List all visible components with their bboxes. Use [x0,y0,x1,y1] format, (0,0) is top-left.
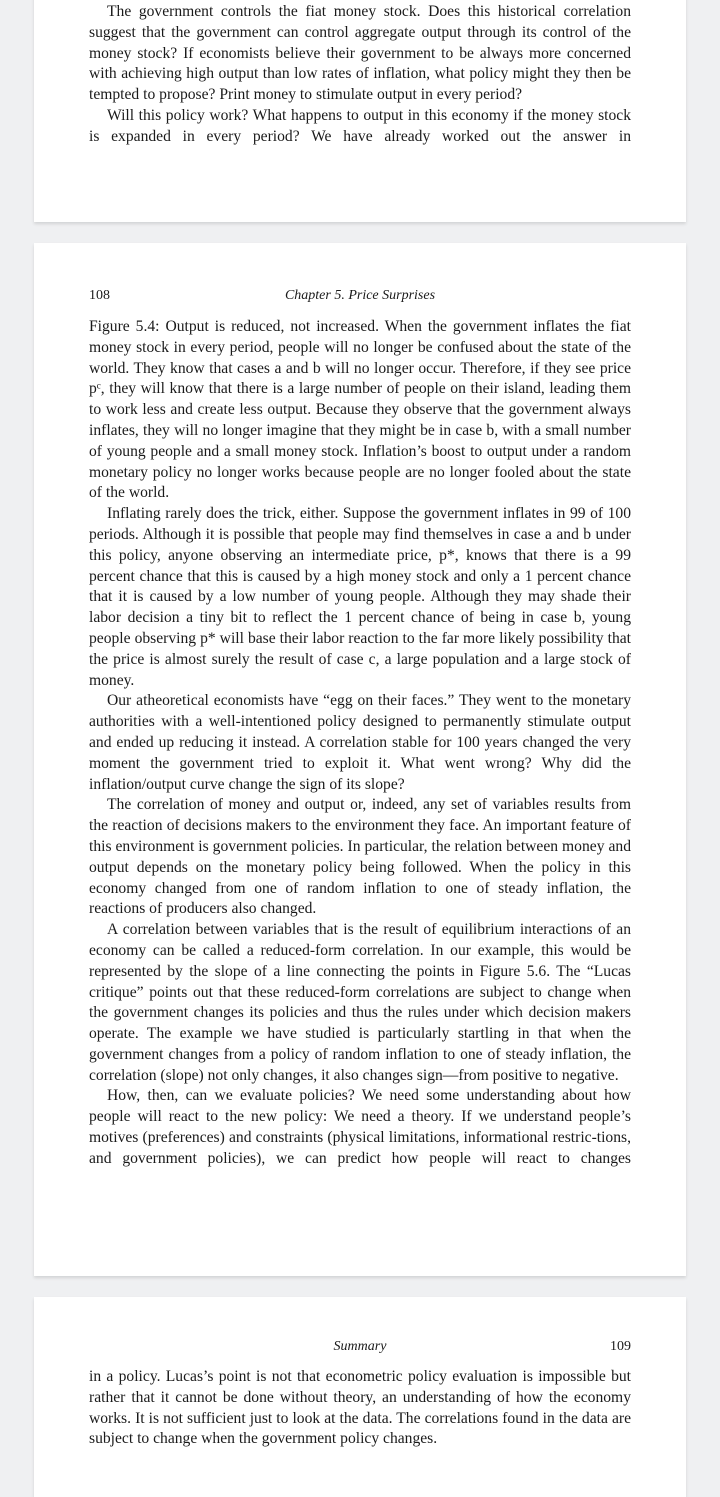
page-body [89,2,631,148]
page-body [89,1367,631,1450]
paragraph: Our atheoretical economists have “egg on their faces.” They went to the monetary authorities with a well-intentioned policy designed to permanently stimulate output and ended up reducing it instead. A correlation stable for 100 years changed the very moment the government tried to exploit it. What went wrong? Why did the inflation/output curve change the sign of its slope? [89,692,631,793]
paragraph: Will this policy work? What happens to output in this economy if the money stock is expanded in every period? We have already worked out the answer in [89,106,631,145]
running-header [89,1339,631,1359]
paragraph: Figure 5.4: Output is reduced, not increased. When the government inflates the fiat money stock in every period, people will no longer be confused about the state of the world. They know that cases a and b will no longer occur. Therefore, if they see price pᶜ, they will know that there is a large number of people on their island, leading them to work less and create less output. Because they observe that the government always inflates, they will no longer imagine that they might be in case b, with a small number of young people and a small money stock. Inflation’s boost to output under a random monetary policy no longer works because people are no longer fooled about the state of the world. [89,318,631,502]
page-body [89,317,631,1170]
paragraph: How, then, can we evaluate policies? We need some understanding about how people will react to the new policy: We need a theory. If we understand people’s motives (preferences) and constraints (physical limitations, informational restric-tions, and government policies), we can predict how people will react to changes [89,1087,631,1167]
paragraph: The government controls the fiat money stock. Does this historical correlation suggest that the government can control aggregate output through its control of the money stock? If economists believe their government to be always more concerned with achieving high output than low rates of inflation, what policy might they then be tempted to propose? Print money to stimulate output in every period? [89,3,631,104]
page-number: 109 [610,1339,631,1354]
running-title: Summary [333,1339,387,1354]
document-page [34,243,686,1276]
document-page [34,1297,686,1497]
paragraph: Inflating rarely does the trick, either. Suppose the government inflates in 99 of 100 periods. Although it is possible that people may find themselves in case a and b under this policy, anyone observing an intermediate price, p*, knows that there is a 99 percent chance that this is caused by a high money stock and only a 1 percent chance that it is caused by a low number of young people. Although they may shade their labor decision a tiny bit to reflect the 1 percent chance of being in case b, young people observing p* will base their labor reaction to the far more likely possibility that the price is almost surely the result of case c, a large population and a large stock of money. [89,505,631,689]
running-header [89,288,631,308]
paragraph: in a policy. Lucas’s point is not that econometric policy evaluation is impossible but rather that it cannot be done without theory, an understanding of how the economy works. It is not sufficient just to look at the data. The correlations found in the data are subject to change when the government policy changes. [89,1368,631,1448]
running-title: Chapter 5. Price Surprises [284,288,436,303]
paragraph: A correlation between variables that is the result of equilibrium interactions of an economy can be called a reduced-form correlation. In our example, this would be represented by the slope of a line connecting the points in Figure 5.6. The “Lucas critique” points out that these reduced-form correlations are subject to change when the government changes its policies and thus the rules under which decision makers operate. The example we have studied is particularly startling in that when the government changes from a policy of random inflation to one of steady inflation, the correlation (slope) not only changes, it also changes sign—from positive to negative. [89,921,631,1084]
paragraph: The correlation of money and output or, indeed, any set of variables results from the reaction of decisions makers to the environment they face. An important feature of this environment is government policies. In particular, the relation between money and output depends on the monetary policy being followed. When the policy in this economy changed from one of random inflation to one of steady inflation, the reactions of producers also changed. [89,796,631,918]
document-page [34,0,686,222]
page-number: 108 [89,288,110,303]
